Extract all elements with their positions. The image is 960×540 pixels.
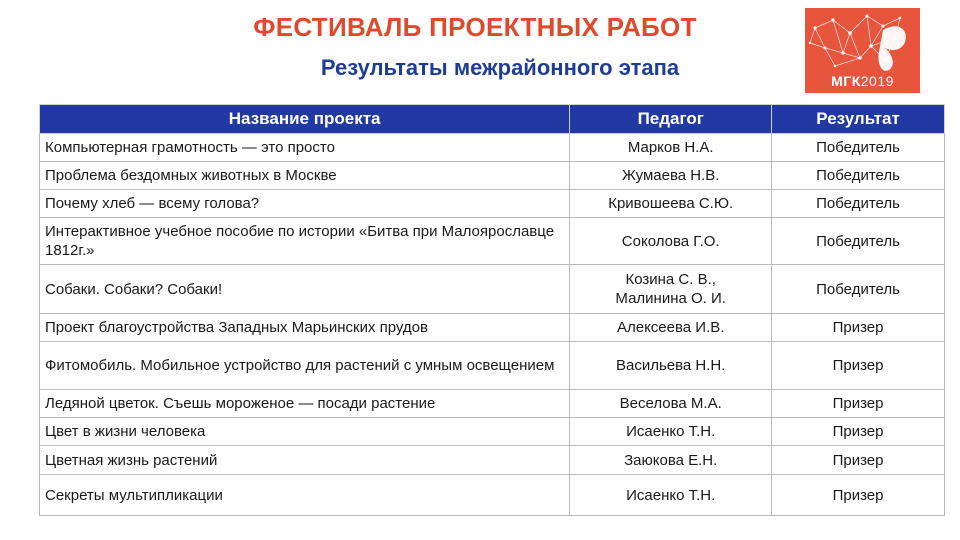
table-row bbox=[40, 190, 945, 218]
result-cell: Победитель bbox=[772, 218, 945, 265]
project-cell: Ледяной цветок. Съешь мороженое — посади растение bbox=[40, 390, 570, 418]
teacher-cell: Исаенко Т.Н. bbox=[570, 418, 772, 446]
teacher-cell: Веселова М.А. bbox=[570, 390, 772, 418]
project-cell: Собаки. Собаки? Собаки! bbox=[40, 265, 570, 314]
header-project: Название проекта bbox=[40, 105, 570, 134]
teacher-cell: Алексеева И.В. bbox=[570, 314, 772, 342]
project-cell: Цветная жизнь растений bbox=[40, 446, 570, 475]
result-cell: Призер bbox=[772, 342, 945, 390]
result-cell: Призер bbox=[772, 446, 945, 475]
table-row bbox=[40, 390, 945, 418]
table-row bbox=[40, 342, 945, 390]
project-cell: Компьютерная грамотность — это просто bbox=[40, 134, 570, 162]
results-table bbox=[39, 104, 945, 516]
project-cell: Интерактивное учебное пособие по истории «Битва при Малоярославце 1812г.» bbox=[40, 218, 570, 265]
table-row bbox=[40, 265, 945, 314]
project-cell: Почему хлеб — всему голова? bbox=[40, 190, 570, 218]
page-subtitle: Результаты межрайонного этапа bbox=[320, 55, 680, 80]
page-title: ФЕСТИВАЛЬ ПРОЕКТНЫХ РАБОТ bbox=[253, 12, 697, 42]
result-cell: Призер bbox=[772, 314, 945, 342]
header-teacher: Педагог bbox=[570, 105, 772, 134]
result-cell: Победитель bbox=[772, 265, 945, 314]
mgk-logo bbox=[805, 8, 920, 93]
result-cell: Победитель bbox=[772, 162, 945, 190]
table-row bbox=[40, 418, 945, 446]
teacher-cell: Исаенко Т.Н. bbox=[570, 475, 772, 516]
project-cell: Проблема бездомных животных в Москве bbox=[40, 162, 570, 190]
table-row bbox=[40, 134, 945, 162]
header-result: Результат bbox=[772, 105, 945, 134]
project-cell: Проект благоустройства Западных Марьинских прудов bbox=[40, 314, 570, 342]
table-row bbox=[40, 446, 945, 475]
project-cell: Фитомобиль. Мобильное устройство для растений с умным освещением bbox=[40, 342, 570, 390]
table-row bbox=[40, 218, 945, 265]
result-cell: Призер bbox=[772, 418, 945, 446]
logo-text-year: 2019 bbox=[860, 73, 894, 89]
teacher-cell: Жумаева Н.В. bbox=[570, 162, 772, 190]
result-cell: Победитель bbox=[772, 190, 945, 218]
teacher-cell: Соколова Г.О. bbox=[570, 218, 772, 265]
teacher-cell: Марков Н.А. bbox=[570, 134, 772, 162]
teacher-cell: Заюкова Е.Н. bbox=[570, 446, 772, 475]
table-row bbox=[40, 475, 945, 516]
result-cell: Призер bbox=[772, 390, 945, 418]
teacher-cell: Козина С. В., Малинина О. И. bbox=[570, 265, 772, 314]
teacher-cell: Васильева Н.Н. bbox=[570, 342, 772, 390]
table-row bbox=[40, 314, 945, 342]
logo-text-bold: МГК bbox=[831, 73, 861, 89]
teacher-cell: Кривошеева С.Ю. bbox=[570, 190, 772, 218]
project-cell: Цвет в жизни человека bbox=[40, 418, 570, 446]
result-cell: Победитель bbox=[772, 134, 945, 162]
table-header-row bbox=[40, 105, 945, 134]
table-row bbox=[40, 162, 945, 190]
project-cell: Секреты мультипликации bbox=[40, 475, 570, 516]
logo-text bbox=[805, 73, 920, 89]
result-cell: Призер bbox=[772, 475, 945, 516]
